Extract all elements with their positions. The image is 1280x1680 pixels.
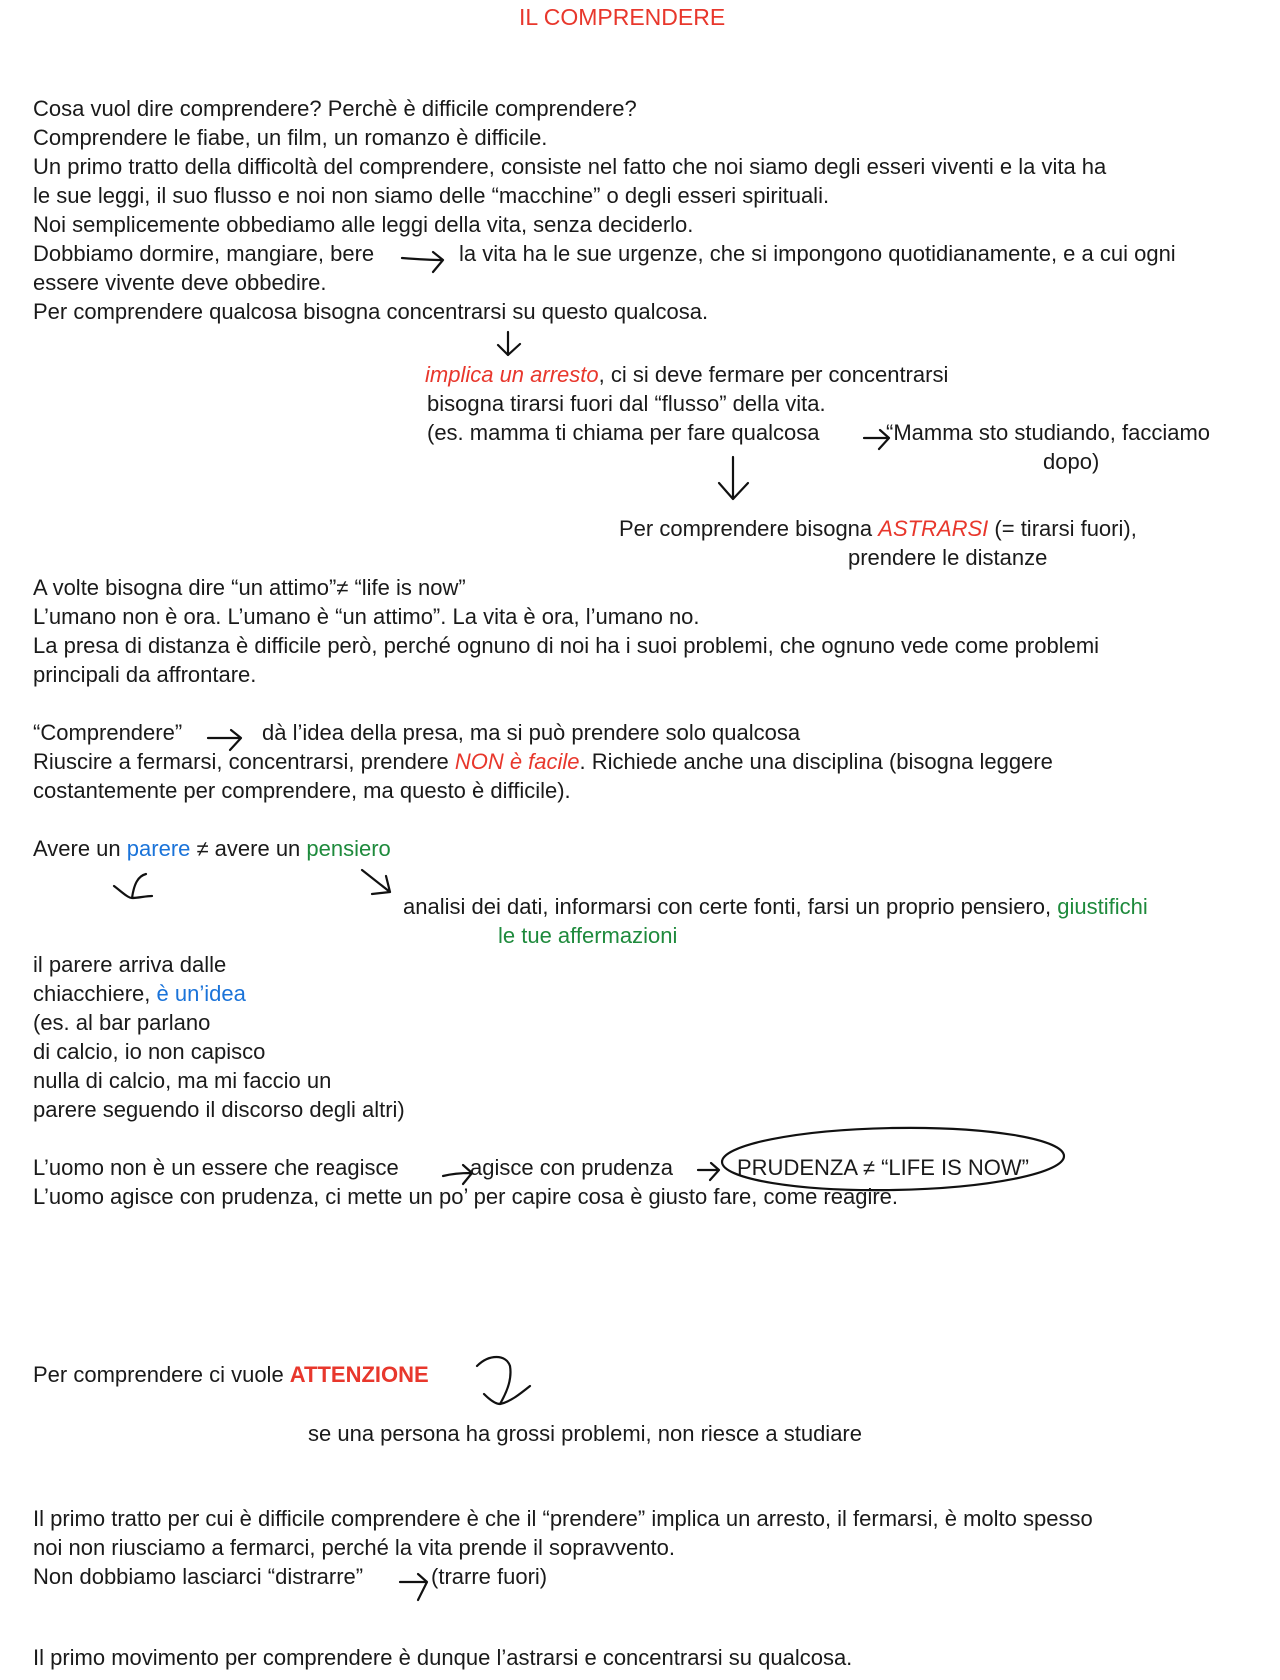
highlight-idea: è un’idea: [156, 981, 246, 1006]
text-span: chiacchiere,: [33, 981, 157, 1006]
text-span: Riuscire a fermarsi, concentrarsi, prendere: [33, 749, 455, 774]
highlight-parere: parere: [126, 836, 191, 861]
text-line: (trarre fuori): [431, 1564, 548, 1589]
text-line: (es. al bar parlano: [33, 1010, 211, 1035]
text-line: parere seguendo il discorso degli altri): [33, 1097, 405, 1122]
text-line: nulla di calcio, ma mi faccio un: [33, 1068, 332, 1093]
text-span: analisi dei dati, informarsi con certe fonti, farsi un proprio pensiero,: [403, 894, 1058, 919]
text-span: Per comprendere ci vuole: [33, 1362, 290, 1387]
text-line: [619, 515, 1137, 543]
text-line: bisogna tirarsi fuori dal “flusso” della vita.: [427, 391, 826, 416]
text-line: [403, 893, 1148, 921]
text-span: , ci si deve fermare per concentrarsi: [598, 362, 949, 387]
text-line: [33, 1361, 429, 1389]
text-line: dopo): [1043, 449, 1100, 474]
highlight-arresto: implica un arresto: [425, 362, 599, 387]
text-line: “Mamma sto studiando, facciamo: [886, 420, 1211, 445]
text-line: [33, 835, 391, 863]
text-line: L’uomo non è un essere che reagisce: [33, 1155, 399, 1180]
highlight-pensiero: pensiero: [306, 836, 391, 861]
text-line: Per comprendere qualcosa bisogna concentrarsi su questo qualcosa.: [33, 299, 709, 324]
text-span: (= tirarsi fuori),: [988, 516, 1137, 541]
text-line: A volte bisogna dire “un attimo”≠ “life is now”: [33, 575, 466, 600]
text-line: [33, 980, 246, 1008]
text-line: La presa di distanza è difficile però, perché ognuno di noi ha i suoi problemi, che ognuno vede come problemi: [33, 633, 1100, 658]
highlight-non-facile: NON è facile: [454, 749, 580, 774]
text-line: (es. mamma ti chiama per fare qualcosa: [427, 420, 820, 445]
text-span: Avere un: [33, 836, 127, 861]
text-line: Il primo movimento per comprendere è dunque l’astrarsi e concentrarsi su qualcosa.: [33, 1645, 853, 1670]
text-line: essere vivente deve obbedire.: [33, 270, 327, 295]
text-line: Un primo tratto della difficoltà del comprendere, consiste nel fatto che noi siamo degli esseri viventi e la vita ha: [33, 154, 1107, 179]
text-span: . Richiede anche una disciplina (bisogna leggere: [579, 749, 1053, 774]
text-line: costantemente per comprendere, ma questo è difficile).: [33, 778, 571, 803]
text-span: ≠ avere un: [190, 836, 307, 861]
down-arrow-icon: [496, 330, 526, 360]
text-line: [425, 361, 948, 389]
text-line: Cosa vuol dire comprendere? Perchè è difficile comprendere?: [33, 96, 637, 121]
text-line: Comprendere le fiabe, un film, un romanzo è difficile.: [33, 125, 548, 150]
text-line: Il primo tratto per cui è difficile comprendere è che il “prendere” implica un arresto, il fermarsi, è molto spesso: [33, 1506, 1093, 1531]
text-line: L’uomo agisce con prudenza, ci mette un po’ per capire cosa è giusto fare, come reagire.: [33, 1184, 899, 1209]
page-title: IL COMPRENDERE: [519, 4, 726, 30]
text-line: noi non riusciamo a fermarci, perché la vita prende il sopravvento.: [33, 1535, 675, 1560]
text-line: se una persona ha grossi problemi, non riesce a studiare: [308, 1421, 862, 1446]
curved-arrow-icon: [474, 1350, 546, 1410]
text-line: agisce con prudenza: [470, 1155, 674, 1180]
text-line: Dobbiamo dormire, mangiare, bere: [33, 241, 375, 266]
highlight-attenzione: ATTENZIONE: [289, 1362, 429, 1387]
text-line: Noi semplicemente obbediamo alle leggi della vita, senza deciderlo.: [33, 212, 694, 237]
text-line: prendere le distanze: [848, 545, 1048, 570]
text-line: di calcio, io non capisco: [33, 1039, 266, 1064]
text-line: principali da affrontare.: [33, 662, 257, 687]
text-line: le sue leggi, il suo flusso e noi non siamo delle “macchine” o degli esseri spirituali.: [33, 183, 830, 208]
highlight-giustifichi: giustifichi: [1057, 894, 1148, 919]
text-line: Non dobbiamo lasciarci “distrarre”: [33, 1564, 364, 1589]
highlight-astrarsi: ASTRARSI: [878, 516, 989, 541]
text-line: [33, 748, 1053, 776]
text-line: dà l’idea della presa, ma si può prendere solo qualcosa: [262, 720, 801, 745]
right-arrow-icon: [400, 250, 450, 278]
text-line: il parere arriva dalle: [33, 952, 227, 977]
down-right-arrow-icon: [358, 866, 398, 900]
down-arrow-icon: [715, 455, 751, 503]
right-arrow-icon: [398, 1570, 434, 1604]
text-line: la vita ha le sue urgenze, che si impongono quotidianamente, e a cui ogni: [459, 241, 1176, 266]
down-left-arrow-icon: [108, 870, 158, 904]
text-line: L’umano non è ora. L’umano è “un attimo”. La vita è ora, l’umano no.: [33, 604, 700, 629]
text-line: “Comprendere”: [33, 720, 183, 745]
text-line: le tue affermazioni: [498, 923, 678, 948]
text-span: Per comprendere bisogna: [619, 516, 879, 541]
text-line: PRUDENZA ≠ “LIFE IS NOW”: [737, 1155, 1029, 1180]
